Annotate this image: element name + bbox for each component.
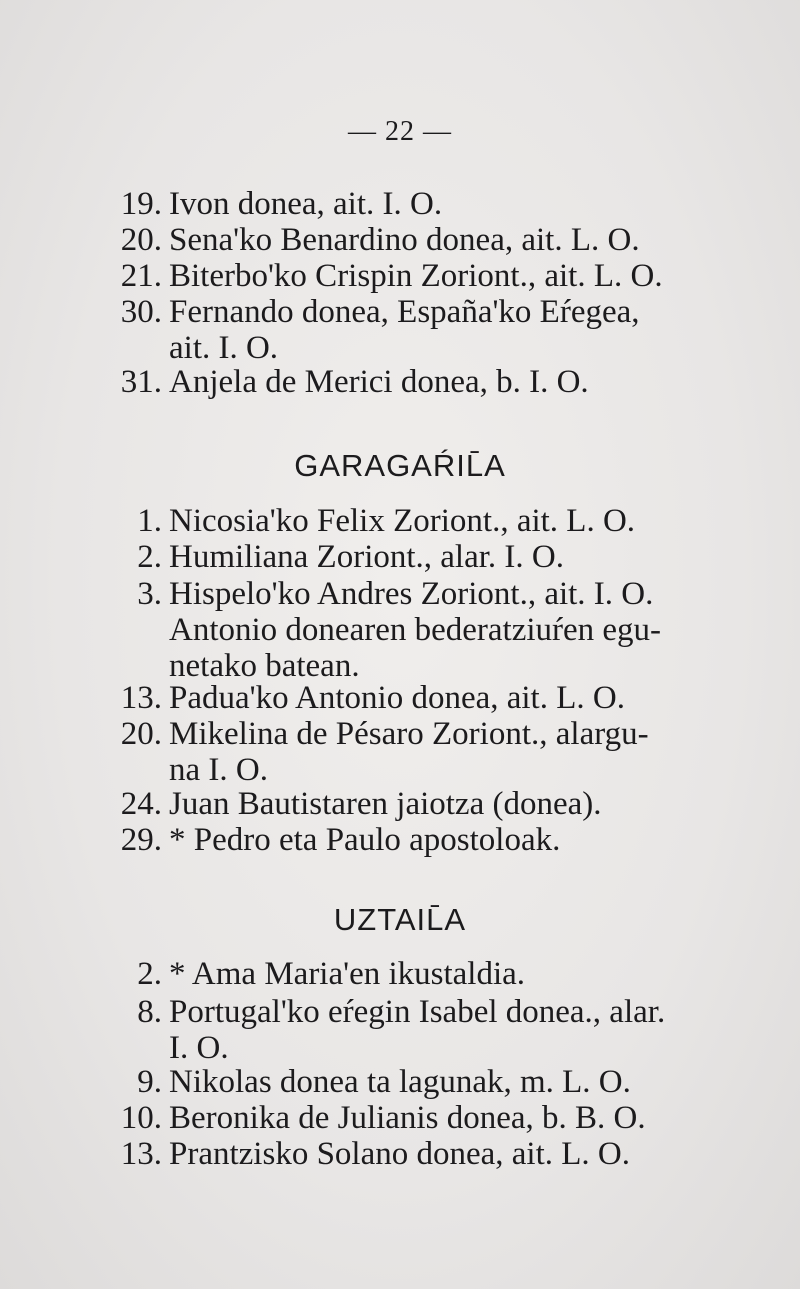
- entry-day: 19.: [120, 186, 162, 222]
- entry-text: Humiliana Zoriont., alar. I. O.: [169, 539, 564, 575]
- entry-day: 30.: [120, 294, 162, 330]
- entry-text-continuation: Antonio donearen bederatziuŕen egu-: [169, 612, 662, 648]
- entry-text: Beronika de Julianis donea, b. B. O.: [169, 1100, 646, 1136]
- entry-day: 9.: [137, 1064, 162, 1100]
- entry-day: 29.: [120, 822, 162, 858]
- entry-day: 2.: [137, 539, 162, 575]
- entry-day: 13.: [120, 1136, 162, 1172]
- entry-text-continuation: na I. O.: [169, 752, 268, 788]
- entry-text-continuation: netako batean.: [169, 648, 360, 684]
- entry-text: Nicosia'ko Felix Zoriont., ait. L. O.: [169, 503, 636, 539]
- entry-text: Mikelina de Pésaro Zoriont., alargu-: [169, 716, 649, 752]
- entry-text: Biterbo'ko Crispin Zoriont., ait. L. O.: [169, 258, 663, 294]
- entry-day: 2.: [137, 956, 162, 992]
- entry-text: Padua'ko Antonio donea, ait. L. O.: [169, 680, 625, 716]
- entry-text: Prantzisko Solano donea, ait. L. O.: [169, 1136, 631, 1172]
- entry-day: 31.: [120, 364, 162, 400]
- entry-day: 13.: [120, 680, 162, 716]
- entry-text: * Pedro eta Paulo apostoloak.: [169, 822, 561, 858]
- entry-day: 8.: [137, 994, 162, 1030]
- entry-text: Ivon donea, ait. I. O.: [169, 186, 443, 222]
- entry-day: 20.: [120, 222, 162, 258]
- entry-text: Juan Bautistaren jaiotza (donea).: [169, 786, 602, 822]
- entry-text: Sena'ko Benardino donea, ait. L. O.: [169, 222, 640, 258]
- entry-text: Hispelo'ko Andres Zoriont., ait. I. O.: [169, 576, 654, 612]
- entry-text-continuation: I. O.: [169, 1030, 229, 1066]
- entry-text: Portugal'ko eŕegin Isabel donea., alar.: [169, 994, 666, 1030]
- month-heading: GARAGAŔIL̄A: [294, 448, 506, 483]
- entry-text-continuation: ait. I. O.: [169, 330, 279, 366]
- entry-day: 10.: [120, 1100, 162, 1136]
- entry-text: Nikolas donea ta lagunak, m. L. O.: [169, 1064, 631, 1100]
- month-heading: UZTAIL̄A: [333, 902, 467, 937]
- entry-text: Fernando donea, España'ko Eŕegea,: [169, 294, 640, 330]
- entry-text: * Ama Maria'en ikustaldia.: [169, 956, 526, 992]
- entry-day: 21.: [120, 258, 162, 294]
- entry-text: Anjela de Merici donea, b. I. O.: [169, 364, 589, 400]
- entry-day: 24.: [120, 786, 162, 822]
- page-number: — 22 —: [348, 116, 452, 147]
- entry-day: 1.: [137, 503, 162, 539]
- entry-day: 20.: [120, 716, 162, 752]
- entry-day: 3.: [137, 576, 162, 612]
